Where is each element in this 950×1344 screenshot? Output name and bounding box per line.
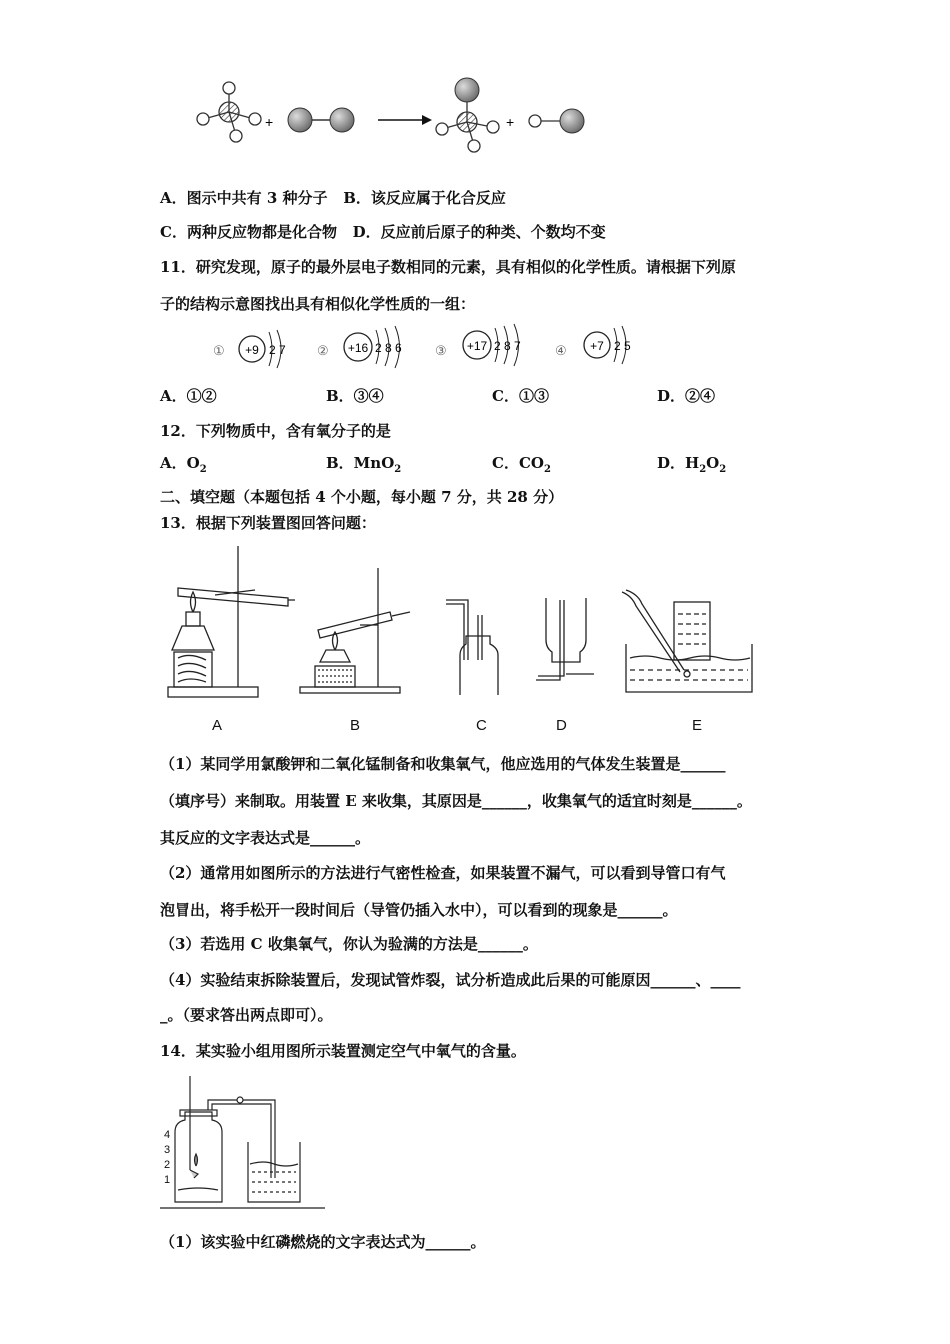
atom-4 <box>555 326 631 364</box>
apparatus-c <box>446 600 498 695</box>
q10-option-b[interactable]: B．该反应属于化合反应 <box>343 189 506 207</box>
q11-option-d[interactable]: D．②④ <box>657 387 716 405</box>
q13-p3: （3）若选用 C 收集氧气，你认为验满的方法是______。 <box>160 935 538 953</box>
q13-p4-line1: （4）实验结束拆除装置后，发现试管炸裂，试分析造成此后果的可能原因______、____ <box>160 971 741 989</box>
q10-option-c[interactable]: C．两种反应物都是化合物 <box>160 223 337 241</box>
apparatus-label-d: D <box>556 717 567 734</box>
section-2-heading: 二、填空题（本题包括 4 个小题，每小题 7 分，共 28 分） <box>160 488 564 506</box>
q10-options-row1 <box>160 187 506 208</box>
atom-3-nucleus: +17 <box>466 339 488 353</box>
atom-3-label: ③ <box>435 343 447 358</box>
apparatus-a <box>168 546 295 697</box>
atom-2-nucleus: +16 <box>347 341 369 355</box>
atom-structure-diagrams <box>205 322 655 372</box>
q10-option-d[interactable]: D．反应前后原子的种类、个数均不变 <box>352 223 606 241</box>
apparatus-d <box>536 598 594 680</box>
q11-option-c[interactable]: C．①③ <box>492 387 549 405</box>
q11-stem-2: 子的结构示意图找出具有相似化学性质的一组： <box>160 295 476 313</box>
scale-mark-4: 4 <box>164 1129 171 1141</box>
q13-p1-line3: 其反应的文字表达式是______。 <box>160 829 371 847</box>
svg-text:+: + <box>506 114 515 130</box>
q10-options-row2 <box>160 221 606 242</box>
scale-mark-3: 3 <box>164 1144 171 1156</box>
q12-option-a[interactable]: A．$O_2$ <box>160 454 207 475</box>
atom-1-label: ① <box>213 343 225 358</box>
apparatus-label-c: C <box>476 717 487 734</box>
q13-stem: 13．根据下列装置图回答问题： <box>160 514 376 532</box>
q12-option-d[interactable]: D．$H_2O_2$ <box>657 454 727 475</box>
atom-1-nucleus: +9 <box>245 343 259 357</box>
oxygen-measurement-apparatus <box>160 1070 330 1210</box>
q14-stem: 14．某实验小组用图所示装置测定空气中氧气的含量。 <box>160 1042 526 1060</box>
atom-3 <box>435 324 521 366</box>
scale-mark-2: 2 <box>164 1159 171 1171</box>
atom-2 <box>317 326 402 368</box>
q11-option-a[interactable]: A．①② <box>160 387 217 405</box>
q13-p4-line2: _。（要求答出两点即可）。 <box>160 1006 333 1024</box>
apparatus-diagram <box>160 540 760 740</box>
q13-p1-line1: （1）某同学用氯酸钾和二氧化锰制备和收集氧气，他应选用的气体发生装置是______ <box>160 755 726 773</box>
apparatus-label-b: B <box>350 717 361 734</box>
q12-stem: 12．下列物质中，含有氧分子的是 <box>160 422 391 440</box>
atom-1-shells: 2 7 <box>269 343 286 357</box>
scale-mark-1: 1 <box>164 1174 171 1186</box>
atom-4-shells: 2 5 <box>614 339 631 353</box>
q12-option-c[interactable]: C．$CO_2$ <box>492 454 551 475</box>
q13-p2-line1: （2）通常用如图所示的方法进行气密性检查，如果装置不漏气，可以看到导管口有气 <box>160 864 726 882</box>
q11-stem-1: 11．研究发现，原子的最外层电子数相同的元素，具有相似的化学性质。请根据下列原 <box>160 258 736 276</box>
q14-p1: （1）该实验中红磷燃烧的文字表达式为______。 <box>160 1233 486 1251</box>
atom-3-shells: 2 8 7 <box>494 339 521 353</box>
apparatus-e <box>622 590 752 692</box>
atom-2-label: ② <box>317 343 329 358</box>
atom-4-nucleus: +7 <box>590 339 604 353</box>
svg-text:+: + <box>265 114 274 130</box>
apparatus-label-a: A <box>212 717 223 734</box>
atom-4-label: ④ <box>555 343 567 358</box>
q11-option-b[interactable]: B．③④ <box>326 387 384 405</box>
q12-option-b[interactable]: B．MnO$_2$ <box>326 454 402 475</box>
reaction-diagram <box>190 75 600 160</box>
atom-1 <box>213 330 286 368</box>
apparatus-b <box>300 568 410 693</box>
q13-p2-line2: 泡冒出，将手松开一段时间后（导管仍插入水中），可以看到的现象是______。 <box>160 901 678 919</box>
apparatus-label-e: E <box>692 717 703 734</box>
q13-p1-line2: （填序号）来制取。用装置 E 来收集，其原因是______，收集氧气的适宜时刻是______。 <box>160 792 752 810</box>
q10-option-a[interactable]: A．图示中共有 3 种分子 <box>160 189 328 207</box>
atom-2-shells: 2 8 6 <box>375 341 402 355</box>
